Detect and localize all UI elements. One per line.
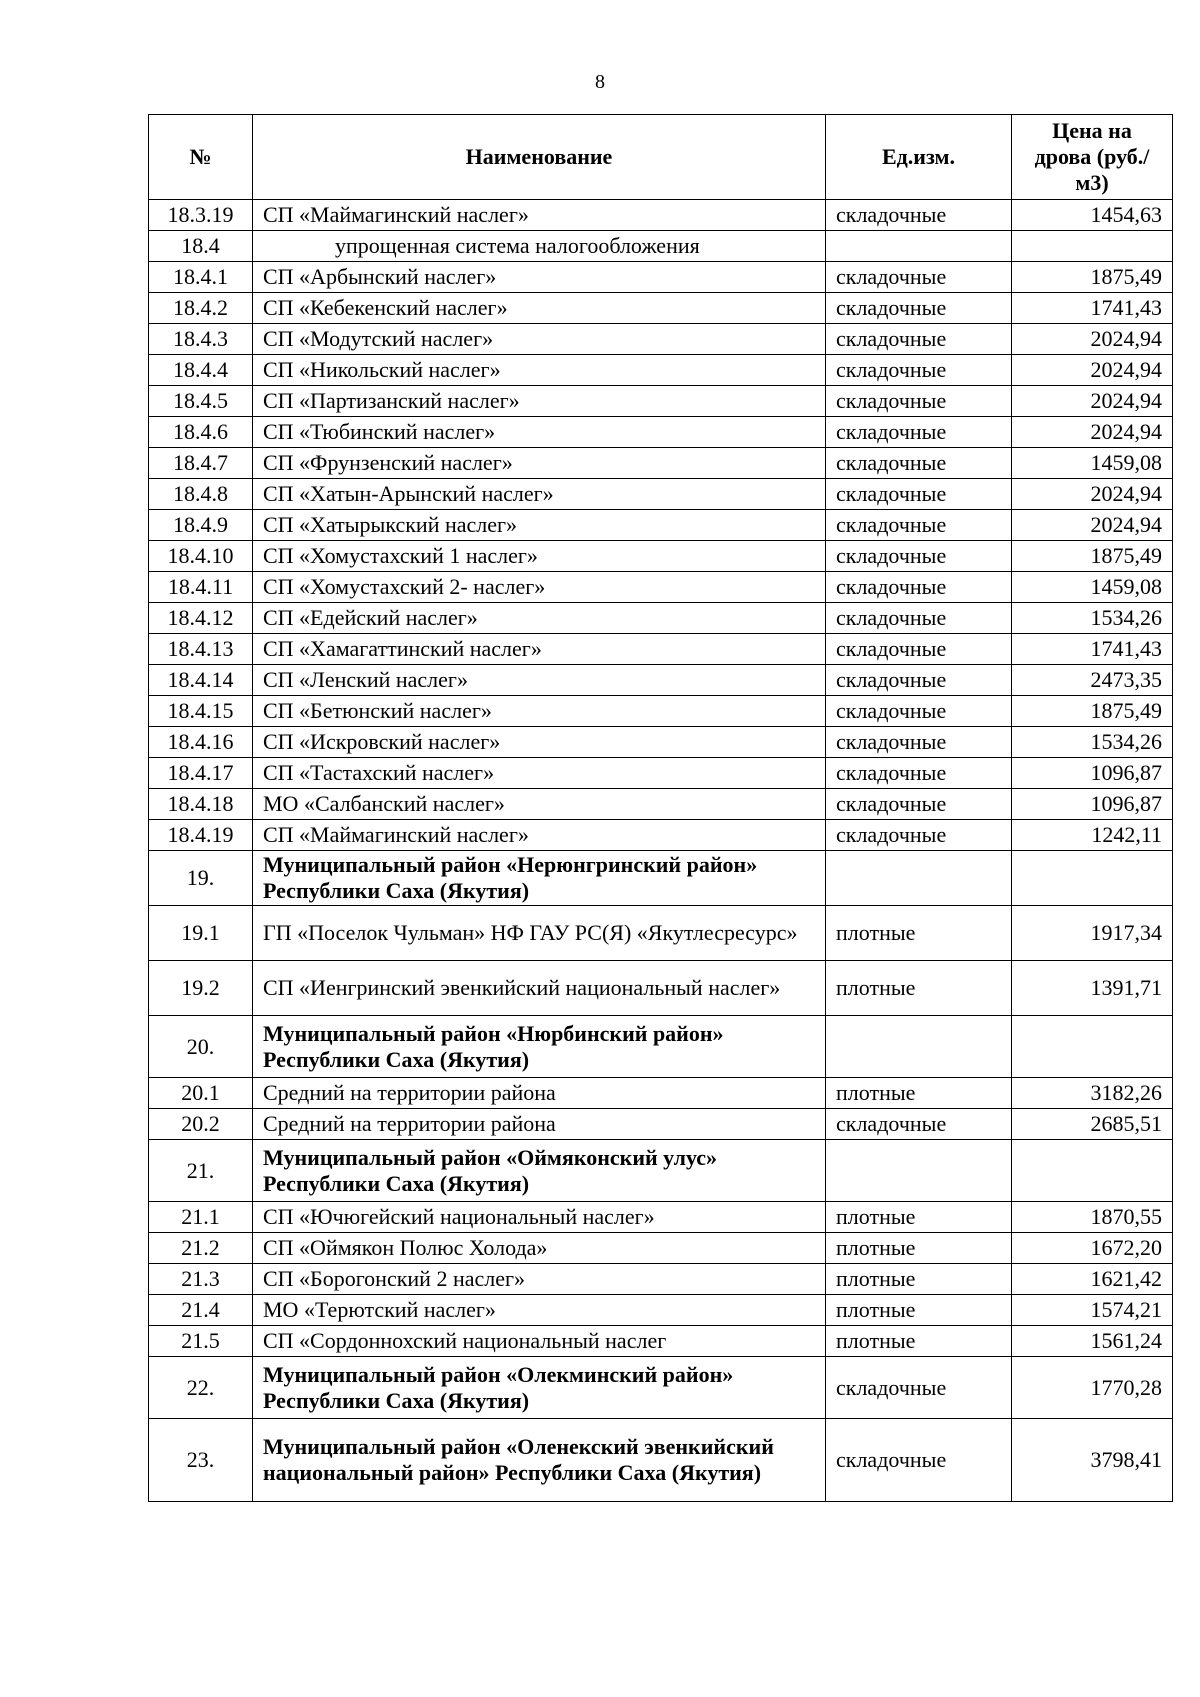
row-name: СП «Оймякон Полюс Холода» <box>253 1233 826 1264</box>
row-name: МО «Терютский наслег» <box>253 1295 826 1326</box>
table-row <box>149 231 1173 262</box>
row-name: СП «Кебекенский наслег» <box>253 293 826 324</box>
table-row <box>149 603 1173 634</box>
row-number: 21.2 <box>149 1233 253 1264</box>
row-number: 18.4.10 <box>149 541 253 572</box>
row-price: 2024,94 <box>1012 510 1173 541</box>
row-number: 18.4.17 <box>149 758 253 789</box>
row-name: СП «Арбынский наслег» <box>253 262 826 293</box>
row-price: 2024,94 <box>1012 479 1173 510</box>
row-price: 1741,43 <box>1012 634 1173 665</box>
row-unit: плотные <box>826 1078 1012 1109</box>
row-price <box>1012 1016 1173 1078</box>
table-row <box>149 1295 1173 1326</box>
row-number: 18.4 <box>149 231 253 262</box>
row-number: 23. <box>149 1419 253 1502</box>
table-row <box>149 293 1173 324</box>
row-name: СП «Хомустахский 1 наслег» <box>253 541 826 572</box>
row-number: 18.4.8 <box>149 479 253 510</box>
row-name: СП «Борогонский 2 наслег» <box>253 1264 826 1295</box>
row-price: 2024,94 <box>1012 386 1173 417</box>
row-name: СП «Искровский наслег» <box>253 727 826 758</box>
row-name: СП «Модутский наслег» <box>253 324 826 355</box>
row-number: 18.4.13 <box>149 634 253 665</box>
row-name: СП «Фрунзенский наслег» <box>253 448 826 479</box>
table-row <box>149 961 1173 1016</box>
row-number: 18.4.1 <box>149 262 253 293</box>
row-name: СП «Маймагинский наслег» <box>253 820 826 851</box>
row-unit: складочные <box>826 386 1012 417</box>
row-unit: плотные <box>826 1295 1012 1326</box>
row-price <box>1012 231 1173 262</box>
row-unit: складочные <box>826 1357 1012 1419</box>
row-unit <box>826 851 1012 906</box>
table-row <box>149 665 1173 696</box>
table-row <box>149 820 1173 851</box>
row-number: 20.2 <box>149 1109 253 1140</box>
row-unit: складочные <box>826 324 1012 355</box>
table-header-row <box>149 115 1173 200</box>
table-row <box>149 1078 1173 1109</box>
row-price: 1870,55 <box>1012 1202 1173 1233</box>
row-unit: плотные <box>826 1202 1012 1233</box>
row-price: 1096,87 <box>1012 758 1173 789</box>
row-unit: складочные <box>826 572 1012 603</box>
row-name: Средний на территории района <box>253 1109 826 1140</box>
row-number: 18.3.19 <box>149 200 253 231</box>
firewood-price-table <box>148 114 1173 1502</box>
row-number: 18.4.18 <box>149 789 253 820</box>
row-price: 1574,21 <box>1012 1295 1173 1326</box>
row-name: СП «Ючюгейский национальный наслег» <box>253 1202 826 1233</box>
row-unit: складочные <box>826 479 1012 510</box>
row-name: Муниципальный район «Оленекский эвенкийский национальный район» Республики Саха (Якутия) <box>253 1419 826 1502</box>
row-price: 1454,63 <box>1012 200 1173 231</box>
row-name: СП «Едейский наслег» <box>253 603 826 634</box>
table-row <box>149 1264 1173 1295</box>
table-row <box>149 417 1173 448</box>
row-number: 21. <box>149 1140 253 1202</box>
row-name: Муниципальный район «Олекминский район» Республики Саха (Якутия) <box>253 1357 826 1419</box>
row-number: 18.4.11 <box>149 572 253 603</box>
row-name: СП «Маймагинский наслег» <box>253 200 826 231</box>
row-unit: складочные <box>826 262 1012 293</box>
row-price: 1096,87 <box>1012 789 1173 820</box>
row-number: 18.4.7 <box>149 448 253 479</box>
row-number: 21.1 <box>149 1202 253 1233</box>
row-price: 1741,43 <box>1012 293 1173 324</box>
row-number: 21.4 <box>149 1295 253 1326</box>
row-unit: складочные <box>826 510 1012 541</box>
table-row <box>149 696 1173 727</box>
row-unit: плотные <box>826 1264 1012 1295</box>
row-unit: складочные <box>826 200 1012 231</box>
row-name: СП «Тастахский наслег» <box>253 758 826 789</box>
table-row <box>149 1233 1173 1264</box>
row-unit <box>826 231 1012 262</box>
table-row <box>149 851 1173 906</box>
row-price: 1534,26 <box>1012 727 1173 758</box>
row-name: СП «Иенгринский эвенкийский национальный наслег» <box>253 961 826 1016</box>
row-name: Муниципальный район «Нюрбинский район» Республики Саха (Якутия) <box>253 1016 826 1078</box>
row-price: 1770,28 <box>1012 1357 1173 1419</box>
row-unit: складочные <box>826 665 1012 696</box>
row-unit <box>826 1016 1012 1078</box>
table-row <box>149 634 1173 665</box>
row-unit: складочные <box>826 1419 1012 1502</box>
row-number: 20. <box>149 1016 253 1078</box>
table-row <box>149 727 1173 758</box>
row-name: Средний на территории района <box>253 1078 826 1109</box>
row-unit: складочные <box>826 293 1012 324</box>
header-unit: Ед.изм. <box>826 115 1012 200</box>
row-price: 1621,42 <box>1012 1264 1173 1295</box>
header-name: Наименование <box>253 115 826 200</box>
row-number: 21.3 <box>149 1264 253 1295</box>
row-number: 21.5 <box>149 1326 253 1357</box>
table-row <box>149 758 1173 789</box>
row-price: 2473,35 <box>1012 665 1173 696</box>
row-price <box>1012 851 1173 906</box>
table-row <box>149 510 1173 541</box>
table-row <box>149 1419 1173 1502</box>
row-number: 19. <box>149 851 253 906</box>
row-number: 20.1 <box>149 1078 253 1109</box>
row-price: 3182,26 <box>1012 1078 1173 1109</box>
header-number: № <box>149 115 253 200</box>
row-number: 22. <box>149 1357 253 1419</box>
row-name: упрощенная система налогообложения <box>253 231 826 262</box>
table-row <box>149 1140 1173 1202</box>
row-unit: складочные <box>826 634 1012 665</box>
row-price: 2685,51 <box>1012 1109 1173 1140</box>
row-unit: плотные <box>826 1326 1012 1357</box>
row-unit: складочные <box>826 789 1012 820</box>
table-row <box>149 1202 1173 1233</box>
row-price: 2024,94 <box>1012 417 1173 448</box>
row-price: 1875,49 <box>1012 696 1173 727</box>
row-price: 1672,20 <box>1012 1233 1173 1264</box>
row-unit: плотные <box>826 1233 1012 1264</box>
row-unit: складочные <box>826 417 1012 448</box>
row-number: 19.2 <box>149 961 253 1016</box>
row-name: СП «Партизанский наслег» <box>253 386 826 417</box>
row-name: Муниципальный район «Оймяконский улус» Республики Саха (Якутия) <box>253 1140 826 1202</box>
row-unit: складочные <box>826 541 1012 572</box>
row-name: СП «Тюбинский наслег» <box>253 417 826 448</box>
table-row <box>149 1357 1173 1419</box>
row-unit: складочные <box>826 758 1012 789</box>
row-number: 18.4.19 <box>149 820 253 851</box>
row-price: 1917,34 <box>1012 906 1173 961</box>
table-row <box>149 1016 1173 1078</box>
row-unit: складочные <box>826 1109 1012 1140</box>
row-unit <box>826 1140 1012 1202</box>
row-number: 18.4.9 <box>149 510 253 541</box>
row-number: 19.1 <box>149 906 253 961</box>
table-row <box>149 1109 1173 1140</box>
row-price: 1875,49 <box>1012 541 1173 572</box>
row-price: 1561,24 <box>1012 1326 1173 1357</box>
row-price: 1242,11 <box>1012 820 1173 851</box>
row-price: 2024,94 <box>1012 355 1173 386</box>
table-body <box>149 200 1173 1502</box>
table-row <box>149 355 1173 386</box>
row-number: 18.4.3 <box>149 324 253 355</box>
table-row <box>149 789 1173 820</box>
table-row <box>149 541 1173 572</box>
table-row <box>149 448 1173 479</box>
table-row <box>149 386 1173 417</box>
row-name: СП «Никольский наслег» <box>253 355 826 386</box>
row-name: СП «Сордоннохский национальный наслег <box>253 1326 826 1357</box>
row-name: Муниципальный район «Нерюнгринский район» Республики Саха (Якутия) <box>253 851 826 906</box>
table-row <box>149 1326 1173 1357</box>
header-price: Цена на дрова (руб./м3) <box>1012 115 1173 200</box>
table-row <box>149 906 1173 961</box>
row-name: СП «Ленский наслег» <box>253 665 826 696</box>
row-price: 1875,49 <box>1012 262 1173 293</box>
row-name: ГП «Поселок Чульман» НФ ГАУ РС(Я) «Якутлесресурс» <box>253 906 826 961</box>
row-price: 3798,41 <box>1012 1419 1173 1502</box>
table-row <box>149 479 1173 510</box>
row-number: 18.4.5 <box>149 386 253 417</box>
row-number: 18.4.2 <box>149 293 253 324</box>
row-unit: складочные <box>826 696 1012 727</box>
row-unit: складочные <box>826 820 1012 851</box>
row-unit: складочные <box>826 603 1012 634</box>
page-number: 8 <box>595 71 605 93</box>
row-name: СП «Хатын-Арынский наслег» <box>253 479 826 510</box>
row-name: МО «Салбанский наслег» <box>253 789 826 820</box>
row-unit: складочные <box>826 727 1012 758</box>
row-unit: складочные <box>826 355 1012 386</box>
table-row <box>149 262 1173 293</box>
table-row <box>149 200 1173 231</box>
row-number: 18.4.16 <box>149 727 253 758</box>
row-name: СП «Хатырыкский наслег» <box>253 510 826 541</box>
row-price: 2024,94 <box>1012 324 1173 355</box>
row-unit: плотные <box>826 906 1012 961</box>
row-unit: плотные <box>826 961 1012 1016</box>
row-price: 1459,08 <box>1012 448 1173 479</box>
row-number: 18.4.6 <box>149 417 253 448</box>
row-name: СП «Бетюнский наслег» <box>253 696 826 727</box>
row-number: 18.4.12 <box>149 603 253 634</box>
table-row <box>149 324 1173 355</box>
row-price: 1391,71 <box>1012 961 1173 1016</box>
row-unit: складочные <box>826 448 1012 479</box>
row-name: СП «Хамагаттинский наслег» <box>253 634 826 665</box>
row-name: СП «Хомустахский 2- наслег» <box>253 572 826 603</box>
row-number: 18.4.15 <box>149 696 253 727</box>
row-number: 18.4.4 <box>149 355 253 386</box>
row-price: 1534,26 <box>1012 603 1173 634</box>
row-price: 1459,08 <box>1012 572 1173 603</box>
row-number: 18.4.14 <box>149 665 253 696</box>
row-price <box>1012 1140 1173 1202</box>
table-row <box>149 572 1173 603</box>
